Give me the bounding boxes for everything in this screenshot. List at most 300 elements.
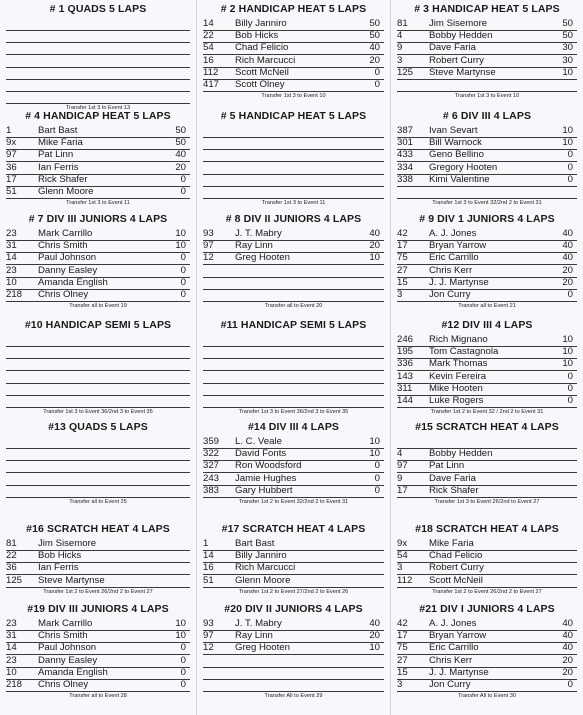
- event-title: # 5 HANDICAP HEAT 5 LAPS: [220, 110, 367, 122]
- rider-number: 246: [397, 334, 414, 345]
- entry-row: [397, 277, 577, 290]
- rider-points: 0: [567, 382, 573, 394]
- rider-points: 10: [369, 448, 380, 460]
- entry-row: [203, 125, 384, 138]
- rider-number: 97: [203, 240, 214, 252]
- rider-points: 50: [562, 30, 573, 42]
- event-block: [0, 520, 196, 600]
- entry-row: [6, 91, 190, 104]
- rider-number: 23: [6, 654, 17, 666]
- rider-points: 40: [562, 240, 573, 252]
- rider-points: 0: [180, 654, 186, 666]
- transfer-note: Transfer all to Event 20: [264, 303, 323, 310]
- entry-row: [6, 42, 190, 55]
- entry-row: [397, 67, 577, 80]
- entry-row: [6, 383, 190, 396]
- entry-row: [6, 562, 190, 575]
- entry-row: [203, 277, 384, 290]
- rider-name: Ivan Sevart: [429, 125, 478, 136]
- rider-name: Ray Linn: [235, 240, 273, 252]
- entry-row: [6, 186, 190, 199]
- event-block: [197, 520, 390, 600]
- entry-row: [6, 550, 190, 563]
- rider-name: Bobby Hedden: [429, 30, 493, 42]
- entry-row: [6, 149, 190, 162]
- rider-points: 10: [369, 252, 380, 264]
- entry-row: [203, 575, 384, 588]
- rider-number: 14: [6, 252, 17, 264]
- entry-row: [6, 448, 190, 461]
- event-block: [197, 418, 390, 520]
- rider-number: 54: [203, 42, 214, 54]
- event-title: # 9 DIV 1 JUNIORS 4 LAPS: [419, 213, 555, 225]
- rider-points: 40: [562, 642, 573, 654]
- rider-number: 433: [397, 149, 414, 161]
- rider-name: Mike Hooten: [429, 382, 483, 394]
- event-title: # 7 DIV III JUNIORS 4 LAPS: [28, 213, 168, 225]
- entry-row: [397, 228, 577, 241]
- rider-points: 10: [175, 618, 186, 629]
- rider-points: 0: [180, 276, 186, 288]
- rider-points: 0: [180, 679, 186, 690]
- rider-name: Bobby Hedden: [429, 448, 493, 460]
- entry-row: [397, 79, 577, 92]
- transfer-note: Transfer 1st 2 to Event 32 / 2nd 2 to Event 31: [430, 409, 544, 416]
- event-block: [0, 0, 196, 112]
- rider-name: Dave Faria: [429, 42, 476, 54]
- entry-row: [6, 460, 190, 473]
- transfer-note: Transfer 1st 3 to Event 36/2nd 3 to Event 35: [43, 409, 153, 416]
- rider-number: 125: [6, 574, 23, 586]
- event-block: [391, 107, 583, 210]
- rider-name: Greg Hooten: [235, 642, 290, 654]
- entry-row: [397, 186, 577, 199]
- rider-points: 10: [175, 228, 186, 239]
- entry-row: [203, 240, 384, 253]
- rider-name: Mark Thomas: [429, 358, 488, 370]
- rider-name: Glenn Moore: [38, 186, 94, 197]
- rider-number: 23: [6, 228, 17, 239]
- rider-number: 97: [6, 149, 17, 161]
- transfer-note: Transfer 1st 3 to Event 10: [261, 93, 326, 100]
- event-block: [391, 0, 583, 107]
- rider-name: Billy Janniro: [235, 18, 287, 29]
- rider-name: Rick Shafer: [429, 484, 479, 496]
- rider-points: 40: [562, 630, 573, 642]
- rider-name: Amanda English: [38, 276, 108, 288]
- rider-name: Chris Olney: [38, 289, 89, 300]
- entry-row: [397, 395, 577, 408]
- rider-number: 93: [203, 228, 214, 239]
- entry-row: [397, 383, 577, 396]
- rider-number: 387: [397, 125, 414, 136]
- rider-points: 50: [369, 30, 380, 42]
- rider-number: 51: [203, 574, 214, 586]
- entry-row: [203, 346, 384, 359]
- entry-row: [6, 473, 190, 486]
- entry-row: [6, 18, 190, 31]
- rider-name: Chris Kerr: [429, 654, 473, 666]
- rider-name: Chris Kerr: [429, 264, 473, 276]
- rider-name: Kimi Valentine: [429, 173, 490, 185]
- rider-points: 0: [567, 289, 573, 300]
- entry-row: [203, 642, 384, 655]
- rider-name: Mark Carrillo: [38, 228, 93, 239]
- rider-name: Ray Linn: [235, 630, 273, 642]
- entry-row: [203, 383, 384, 396]
- rider-number: 16: [203, 562, 214, 574]
- rider-name: Geno Bellino: [429, 149, 484, 161]
- rider-name: Danny Easley: [38, 264, 98, 276]
- rider-number: 17: [6, 173, 17, 185]
- rider-points: 40: [562, 618, 573, 629]
- rider-name: Jon Curry: [429, 289, 471, 300]
- rider-name: Rich Mignano: [429, 334, 488, 345]
- event-title: #20 DIV II JUNIORS 4 LAPS: [224, 603, 363, 615]
- entry-row: [397, 655, 577, 668]
- entry-row: [397, 538, 577, 551]
- rider-points: 20: [562, 276, 573, 288]
- rider-name: Luke Rogers: [429, 395, 484, 406]
- rider-number: 3: [397, 289, 403, 300]
- entry-row: [6, 538, 190, 551]
- rider-points: 10: [562, 358, 573, 370]
- event-block: [391, 316, 583, 418]
- rider-number: 3: [397, 679, 403, 690]
- rider-points: 0: [374, 484, 380, 496]
- entry-row: [203, 395, 384, 408]
- rider-points: 10: [562, 346, 573, 358]
- rider-number: 81: [6, 538, 17, 549]
- rider-points: 0: [180, 666, 186, 678]
- rider-name: J. T. Mabry: [235, 228, 282, 239]
- event-block: [0, 210, 196, 316]
- rider-name: Danny Easley: [38, 654, 98, 666]
- rider-points: 50: [175, 125, 186, 136]
- rider-number: 218: [6, 289, 23, 300]
- rider-number: 23: [6, 618, 17, 629]
- entry-row: [203, 358, 384, 371]
- event-title: # 2 HANDICAP HEAT 5 LAPS: [220, 3, 367, 15]
- transfer-note: Transfer All to Event 30: [458, 693, 516, 700]
- rider-points: 50: [562, 18, 573, 29]
- event-title: #10 HANDICAP SEMI 5 LAPS: [24, 319, 172, 331]
- entry-row: [397, 137, 577, 150]
- rider-number: 311: [397, 382, 413, 394]
- entry-row: [203, 436, 384, 449]
- rider-name: Pat Linn: [429, 460, 465, 472]
- entry-row: [397, 346, 577, 359]
- rider-points: 40: [562, 228, 573, 239]
- rider-points: 10: [369, 642, 380, 654]
- event-block: [197, 600, 390, 715]
- rider-points: 40: [369, 618, 380, 629]
- entry-row: [6, 485, 190, 498]
- rider-points: 20: [369, 630, 380, 642]
- rider-name: Jamie Hughes: [235, 472, 297, 484]
- event-title: #18 SCRATCH HEAT 4 LAPS: [415, 523, 559, 535]
- rider-number: 359: [203, 436, 220, 447]
- rider-name: Rick Shafer: [38, 173, 88, 185]
- entry-row: [203, 334, 384, 347]
- entry-row: [6, 334, 190, 347]
- rider-points: 0: [374, 66, 380, 78]
- rider-name: Greg Hooten: [235, 252, 290, 264]
- rider-number: 42: [397, 228, 408, 239]
- entry-row: [203, 485, 384, 498]
- event-block: [0, 418, 196, 520]
- entry-row: [397, 575, 577, 588]
- transfer-note: Transfer all to Event 19: [69, 303, 127, 310]
- entry-row: [6, 265, 190, 278]
- rider-name: Mark Carrillo: [38, 618, 93, 629]
- rider-name: A. J. Jones: [429, 618, 477, 629]
- rider-name: Eric Carrillo: [429, 642, 479, 654]
- rider-number: 112: [397, 574, 413, 586]
- rider-number: 322: [203, 448, 220, 460]
- rider-number: 17: [397, 240, 408, 252]
- transfer-note: Transfer 1st 2 to Event 32/2nd 2 to Event 31: [238, 499, 349, 505]
- entry-row: [6, 125, 190, 138]
- event-title: # 3 HANDICAP HEAT 5 LAPS: [414, 3, 560, 15]
- rider-number: 14: [203, 18, 214, 29]
- entry-row: [203, 137, 384, 150]
- rider-name: Ron Woodsford: [235, 460, 302, 472]
- transfer-note: Transfer All to Event 29: [264, 693, 323, 700]
- entry-row: [203, 149, 384, 162]
- entry-row: [6, 228, 190, 241]
- rider-name: Bob Hicks: [38, 550, 82, 562]
- entry-row: [6, 55, 190, 68]
- rider-name: Mike Faria: [429, 538, 474, 549]
- entry-row: [203, 538, 384, 551]
- entry-row: [6, 667, 190, 680]
- rider-name: Paul Johnson: [38, 252, 97, 264]
- entry-row: [397, 289, 577, 302]
- entry-row: [203, 460, 384, 473]
- entry-row: [397, 174, 577, 187]
- entry-row: [397, 371, 577, 384]
- entry-row: [6, 162, 190, 175]
- rider-number: 3: [397, 562, 403, 574]
- event-block: [197, 316, 390, 418]
- entry-row: [203, 448, 384, 461]
- entry-row: [203, 371, 384, 384]
- rider-points: 0: [180, 173, 186, 185]
- entry-row: [203, 473, 384, 486]
- rider-name: Billy Janniro: [235, 550, 287, 562]
- rider-number: 4: [397, 448, 403, 460]
- entry-row: [397, 358, 577, 371]
- transfer-note: Transfer 1st 2 to Event 26/2nd 2 to Event 27: [43, 588, 153, 595]
- event-title: #12 DIV III 4 LAPS: [441, 319, 533, 331]
- rider-name: Rich Marcucci: [235, 54, 296, 66]
- transfer-note: Transfer 1st 2 to Event 26/2nd 2 to Event 27: [432, 588, 542, 595]
- event-block: [391, 520, 583, 600]
- entry-row: [397, 55, 577, 68]
- rider-name: Scott McNeil: [429, 574, 483, 586]
- entry-row: [6, 67, 190, 80]
- rider-name: Gregory Hooten: [429, 161, 498, 173]
- entry-row: [6, 575, 190, 588]
- rider-name: Chad Felicio: [429, 550, 483, 562]
- entry-row: [6, 655, 190, 668]
- entry-row: [203, 30, 384, 43]
- rider-name: Scott McNeil: [235, 66, 289, 78]
- entry-row: [203, 174, 384, 187]
- entry-row: [203, 252, 384, 265]
- transfer-note: Transfer all to Event 28: [69, 693, 127, 700]
- event-title: #11 HANDICAP SEMI 5 LAPS: [220, 319, 367, 331]
- entry-row: [203, 265, 384, 278]
- rider-number: 16: [203, 54, 214, 66]
- transfer-note: Transfer 1st 3 to Event 11: [66, 200, 130, 207]
- rider-name: Bryan Yarrow: [429, 240, 487, 252]
- entry-row: [397, 473, 577, 486]
- rider-points: 50: [175, 137, 186, 149]
- rider-name: Ian Ferris: [38, 161, 79, 173]
- rider-name: J. J. Martynse: [429, 276, 489, 288]
- event-title: #15 SCRATCH HEAT 4 LAPS: [415, 421, 559, 433]
- entry-row: [6, 618, 190, 631]
- rider-points: 10: [562, 334, 573, 345]
- entry-row: [397, 550, 577, 563]
- rider-number: 9x: [6, 137, 17, 149]
- entry-row: [397, 642, 577, 655]
- rider-points: 0: [374, 79, 380, 90]
- rider-points: 20: [562, 654, 573, 666]
- rider-number: 97: [203, 630, 214, 642]
- rider-number: 4: [397, 30, 403, 42]
- rider-points: 0: [180, 642, 186, 654]
- rider-number: 31: [6, 630, 17, 642]
- rider-name: Glenn Moore: [235, 574, 291, 586]
- rider-name: A. J. Jones: [429, 228, 477, 239]
- entry-row: [397, 149, 577, 162]
- rider-points: 10: [562, 137, 573, 149]
- rider-number: 42: [397, 618, 408, 629]
- entry-row: [397, 436, 577, 449]
- transfer-note: Transfer 1st 3 to Event 11: [261, 200, 326, 207]
- rider-number: 383: [203, 484, 220, 496]
- rider-name: Robert Curry: [429, 54, 484, 66]
- rider-points: 10: [562, 125, 573, 136]
- rider-number: 14: [6, 642, 17, 654]
- rider-name: Chris Olney: [38, 679, 89, 690]
- rider-name: Bill Warnock: [429, 137, 482, 149]
- rider-name: Bob Hicks: [235, 30, 279, 42]
- rider-number: 195: [397, 346, 414, 358]
- rider-points: 20: [369, 240, 380, 252]
- rider-points: 0: [567, 679, 573, 690]
- transfer-note: Transfer 1st 3 to Event 36/2nd 3 to Event 35: [238, 409, 349, 416]
- rider-number: 112: [203, 66, 219, 78]
- transfer-note: Transfer 1st 3 to Event 26/2nd to Event 27: [434, 499, 540, 505]
- rider-number: 22: [203, 30, 214, 42]
- transfer-note: Transfer all to Event 25: [69, 499, 127, 505]
- rider-name: Gary Hubbert: [235, 484, 293, 496]
- entry-row: [203, 67, 384, 80]
- rider-number: 12: [203, 252, 214, 264]
- rider-number: 10: [6, 666, 17, 678]
- rider-name: Chad Felicio: [235, 42, 289, 54]
- rider-number: 97: [397, 460, 408, 472]
- event-title: #14 DIV III 4 LAPS: [247, 421, 340, 433]
- entry-row: [203, 55, 384, 68]
- entry-row: [397, 18, 577, 31]
- event-title: #21 DIV I JUNIORS 4 LAPS: [419, 603, 555, 615]
- rider-number: 23: [6, 264, 17, 276]
- rider-number: 144: [397, 395, 414, 406]
- rider-number: 338: [397, 173, 414, 185]
- rider-number: 3: [397, 54, 403, 66]
- rider-number: 9: [397, 472, 403, 484]
- rider-number: 15: [397, 666, 408, 678]
- event-title: #17 SCRATCH HEAT 4 LAPS: [221, 523, 366, 535]
- transfer-note: Transfer 1st 3 to Event 13: [65, 105, 131, 112]
- rider-points: 0: [374, 460, 380, 472]
- transfer-note: Transfer all to Event 21: [458, 303, 516, 310]
- rider-number: 27: [397, 654, 408, 666]
- entry-row: [6, 240, 190, 253]
- rider-points: 20: [369, 54, 380, 66]
- entry-row: [6, 289, 190, 302]
- rider-name: L. C. Veale: [235, 436, 282, 447]
- transfer-note: Transfer 1st 3 to Event 32/2nd 2 to Event 31: [432, 200, 542, 207]
- entry-row: [397, 162, 577, 175]
- rider-name: Amanda English: [38, 666, 108, 678]
- rider-name: Bart Bast: [38, 125, 78, 136]
- entry-row: [203, 79, 384, 92]
- rider-points: 40: [562, 252, 573, 264]
- entry-row: [397, 240, 577, 253]
- rider-name: Dave Faria: [429, 472, 476, 484]
- rider-number: 22: [6, 550, 17, 562]
- rider-name: Paul Johnson: [38, 642, 97, 654]
- rider-name: Eric Carrillo: [429, 252, 479, 264]
- rider-points: 40: [175, 149, 186, 161]
- rider-points: 0: [567, 173, 573, 185]
- event-block: [197, 107, 390, 210]
- entry-row: [6, 371, 190, 384]
- event-block: [391, 210, 583, 316]
- entry-row: [397, 252, 577, 265]
- entry-row: [203, 667, 384, 680]
- event-block: [391, 418, 583, 520]
- rider-number: 93: [203, 618, 214, 629]
- rider-number: 9x: [397, 538, 408, 549]
- rider-number: 327: [203, 460, 220, 472]
- rider-number: 1: [6, 125, 12, 136]
- entry-row: [397, 562, 577, 575]
- event-title: #13 QUADS 5 LAPS: [48, 421, 148, 433]
- entry-row: [397, 679, 577, 692]
- rider-points: 0: [180, 186, 186, 197]
- entry-row: [397, 265, 577, 278]
- entry-row: [6, 346, 190, 359]
- rider-number: 36: [6, 161, 17, 173]
- rider-name: Kevin Fereira: [429, 370, 487, 382]
- rider-number: 218: [6, 679, 23, 690]
- entry-row: [6, 358, 190, 371]
- rider-number: 36: [6, 562, 17, 574]
- entry-row: [397, 42, 577, 55]
- entry-row: [397, 667, 577, 680]
- rider-points: 20: [175, 161, 186, 173]
- rider-number: 143: [397, 370, 414, 382]
- rider-points: 10: [562, 66, 573, 78]
- rider-name: Chris Smith: [38, 630, 88, 642]
